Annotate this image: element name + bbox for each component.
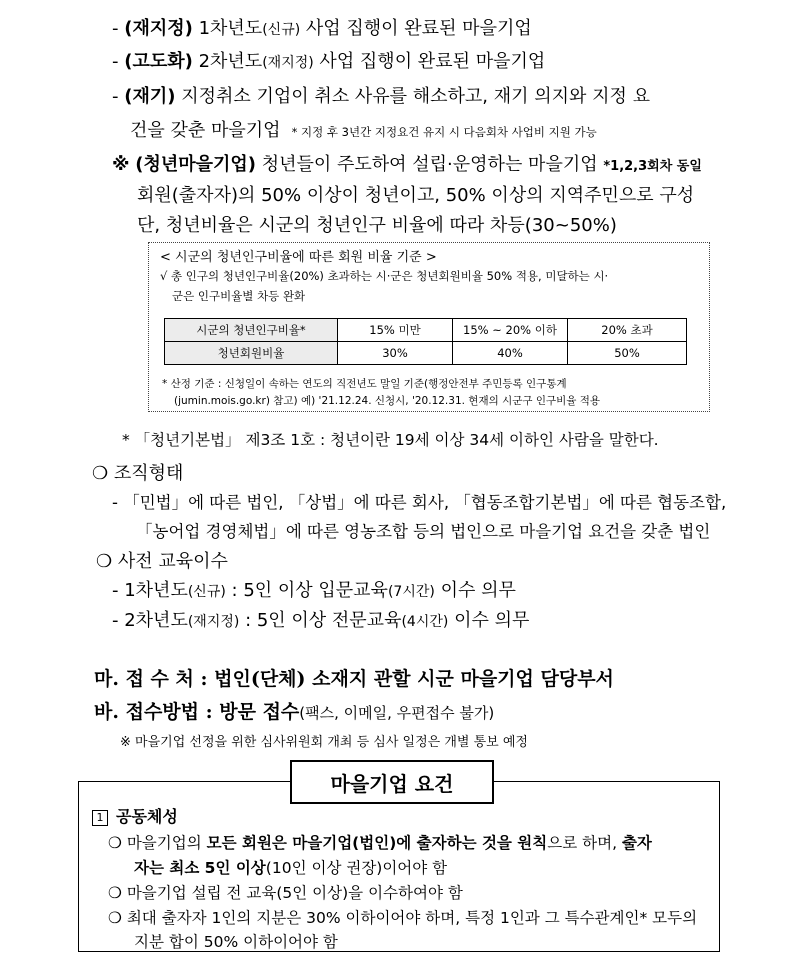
reception-label: 바. 접수방법 : xyxy=(94,701,213,723)
reception-note: (팩스, 이메일, 우편접수 불가) xyxy=(299,704,495,722)
youth-box-note: * 산정 기준 : 신청일이 속하는 연도의 직전년도 말일 기준(행정안전부 주민등록 인구통계 xyxy=(162,378,567,390)
youth-line: 단, 청년비율은 시군의 청년인구 비율에 따라 차등(30~50%) xyxy=(137,215,617,236)
table-cell: 50% xyxy=(568,342,687,365)
designation-text-small: (재지정) xyxy=(262,55,314,71)
bullet: - xyxy=(112,86,119,107)
org-heading: ❍ 조직형태 xyxy=(92,463,184,484)
table-cell: 15% 미만 xyxy=(338,319,453,342)
requirement-item-cont: 지분 합이 50% 이하이어야 함 xyxy=(134,933,338,951)
edu-text: 이수 의무 xyxy=(434,580,516,601)
youth-box-line: 군은 인구비율별 차등 완화 xyxy=(172,289,306,303)
edu-text-small: (신규) xyxy=(187,584,226,600)
youth-text: 청년들이 주도하여 설립·운영하는 마을기업 xyxy=(256,154,598,175)
table-cell: 40% xyxy=(453,342,568,365)
edu-text-small: (7시간) xyxy=(387,584,435,600)
edu-text: - 2차년도 xyxy=(112,610,188,631)
reception-value: 법인(단체) 소재지 관할 시군 마을기업 담당부서 xyxy=(207,668,614,690)
edu-heading: ❍ 사전 교육이수 xyxy=(96,551,228,572)
requirement-item-cont xyxy=(134,856,447,878)
edu-text: : 5인 이상 전문교육 xyxy=(239,610,402,631)
designation-text-small: (신규) xyxy=(262,22,301,38)
edu-text: 이수 의무 xyxy=(448,610,530,631)
youth-box-text: 총 인구의 청년인구비율(20%) 초과하는 시·군은 청년회원비율 50% 적용, 미달하는 시· xyxy=(170,269,609,283)
designation-text: 사업 집행이 완료된 마을기업 xyxy=(300,18,532,39)
youth-box-title: < 시군의 청년인구비율에 따른 회원 비율 기준 > xyxy=(160,250,437,265)
requirements-title: 마을기업 요건 xyxy=(290,760,494,804)
reception-place xyxy=(94,664,614,691)
table-row xyxy=(165,319,687,342)
requirement-item: ❍ 마을기업 설립 전 교육(5인 이상)을 이수하여야 함 xyxy=(108,884,463,902)
table-cell: 청년회원비율 xyxy=(165,342,338,365)
req-text-bold: 자는 최소 5인 이상 xyxy=(134,859,266,877)
table-cell: 30% xyxy=(338,342,453,365)
check-icon: √ xyxy=(160,269,168,283)
req-text-bold: 모든 회원은 마을기업(법인)에 출자하는 것을 원칙 xyxy=(206,834,548,852)
org-line: - 「민법」에 따른 법인, 「상법」에 따른 회사, 「협동조합기본법」에 따른 협동조합, xyxy=(112,493,727,512)
youth-heading xyxy=(112,150,702,176)
bullet: - xyxy=(112,18,119,39)
req-text: ❍ 마을기업의 xyxy=(108,834,207,852)
edu-text: - 1차년도 xyxy=(112,580,188,601)
reception-label: 마. 접 수 처 : xyxy=(94,668,208,690)
section-number: 1 xyxy=(92,810,108,826)
table-cell: 15% ~ 20% 이하 xyxy=(453,319,568,342)
edu-line xyxy=(112,576,516,602)
youth-law-note: * 「청년기본법」 제3조 1호 : 청년이란 19세 이상 34세 이하인 사람을 말한다. xyxy=(122,431,659,449)
designation-text: 1차년도 xyxy=(192,18,263,39)
section-heading xyxy=(92,804,178,827)
table-row xyxy=(165,342,687,365)
designation-text: 지정취소 기업이 취소 사유를 해소하고, 재기 의지와 지정 요 xyxy=(175,86,650,107)
org-line: 「농어업 경영체법」에 따른 영농조합 등의 법인으로 마을기업 요건을 갖춘 법인 xyxy=(136,522,711,541)
edu-text-small: (4시간) xyxy=(401,614,449,630)
edu-text-small: (재지정) xyxy=(187,614,240,630)
youth-box-note: (jumin.mois.go.kr) 참고) 예) '21.12.24. 신청시, '20.12.31. 현재의 시군구 인구비율 적용 xyxy=(174,395,601,407)
youth-line: 회원(출자자)의 50% 이상이 청년이고, 50% 이상의 지역주민으로 구성 xyxy=(137,185,695,206)
table-cell: 20% 초과 xyxy=(568,319,687,342)
requirement-item xyxy=(108,831,652,853)
designation-text: 사업 집행이 완료된 마을기업 xyxy=(313,51,546,72)
reentry-continuation xyxy=(130,116,597,142)
note-mark: ※ xyxy=(112,154,130,175)
requirement-item: ❍ 최대 출자자 1인의 지분은 30% 이하이어야 하며, 특정 1인과 그 특수관계인* 모두의 xyxy=(108,909,698,927)
bullet: - xyxy=(112,51,119,72)
reentry-text: 건을 갖춘 마을기업 xyxy=(130,120,281,141)
reception-method xyxy=(94,697,494,724)
req-text-bold: 출자 xyxy=(621,834,652,852)
reception-value: 방문 접수 xyxy=(212,701,300,723)
designation-advance xyxy=(112,47,545,73)
designation-reassign xyxy=(112,14,532,40)
designation-reentry xyxy=(112,82,650,108)
edu-line xyxy=(112,606,529,632)
reentry-note: * 지정 후 3년간 지정요건 유지 시 다음회차 사업비 지원 가능 xyxy=(291,125,597,139)
req-text: 으로 하며, xyxy=(547,834,622,852)
designation-label: (재지정) xyxy=(124,18,193,39)
schedule-note: ※ 마을기업 선정을 위한 심사위원회 개최 등 심사 일정은 개별 통보 예정 xyxy=(120,735,528,750)
edu-text: : 5인 이상 입문교육 xyxy=(225,580,388,601)
youth-round-note: *1,2,3회차 동일 xyxy=(603,159,702,174)
req-text: (10인 이상 권장)이어야 함 xyxy=(265,859,448,877)
designation-text: 2차년도 xyxy=(192,51,263,72)
youth-ratio-table xyxy=(164,318,687,365)
youth-label: (청년마을기업) xyxy=(135,154,257,175)
table-cell: 시군의 청년인구비율* xyxy=(165,319,338,342)
section-label: 공동체성 xyxy=(116,807,178,826)
youth-box-line xyxy=(160,268,608,284)
designation-label: (고도화) xyxy=(124,51,193,72)
designation-label: (재기) xyxy=(124,86,176,107)
